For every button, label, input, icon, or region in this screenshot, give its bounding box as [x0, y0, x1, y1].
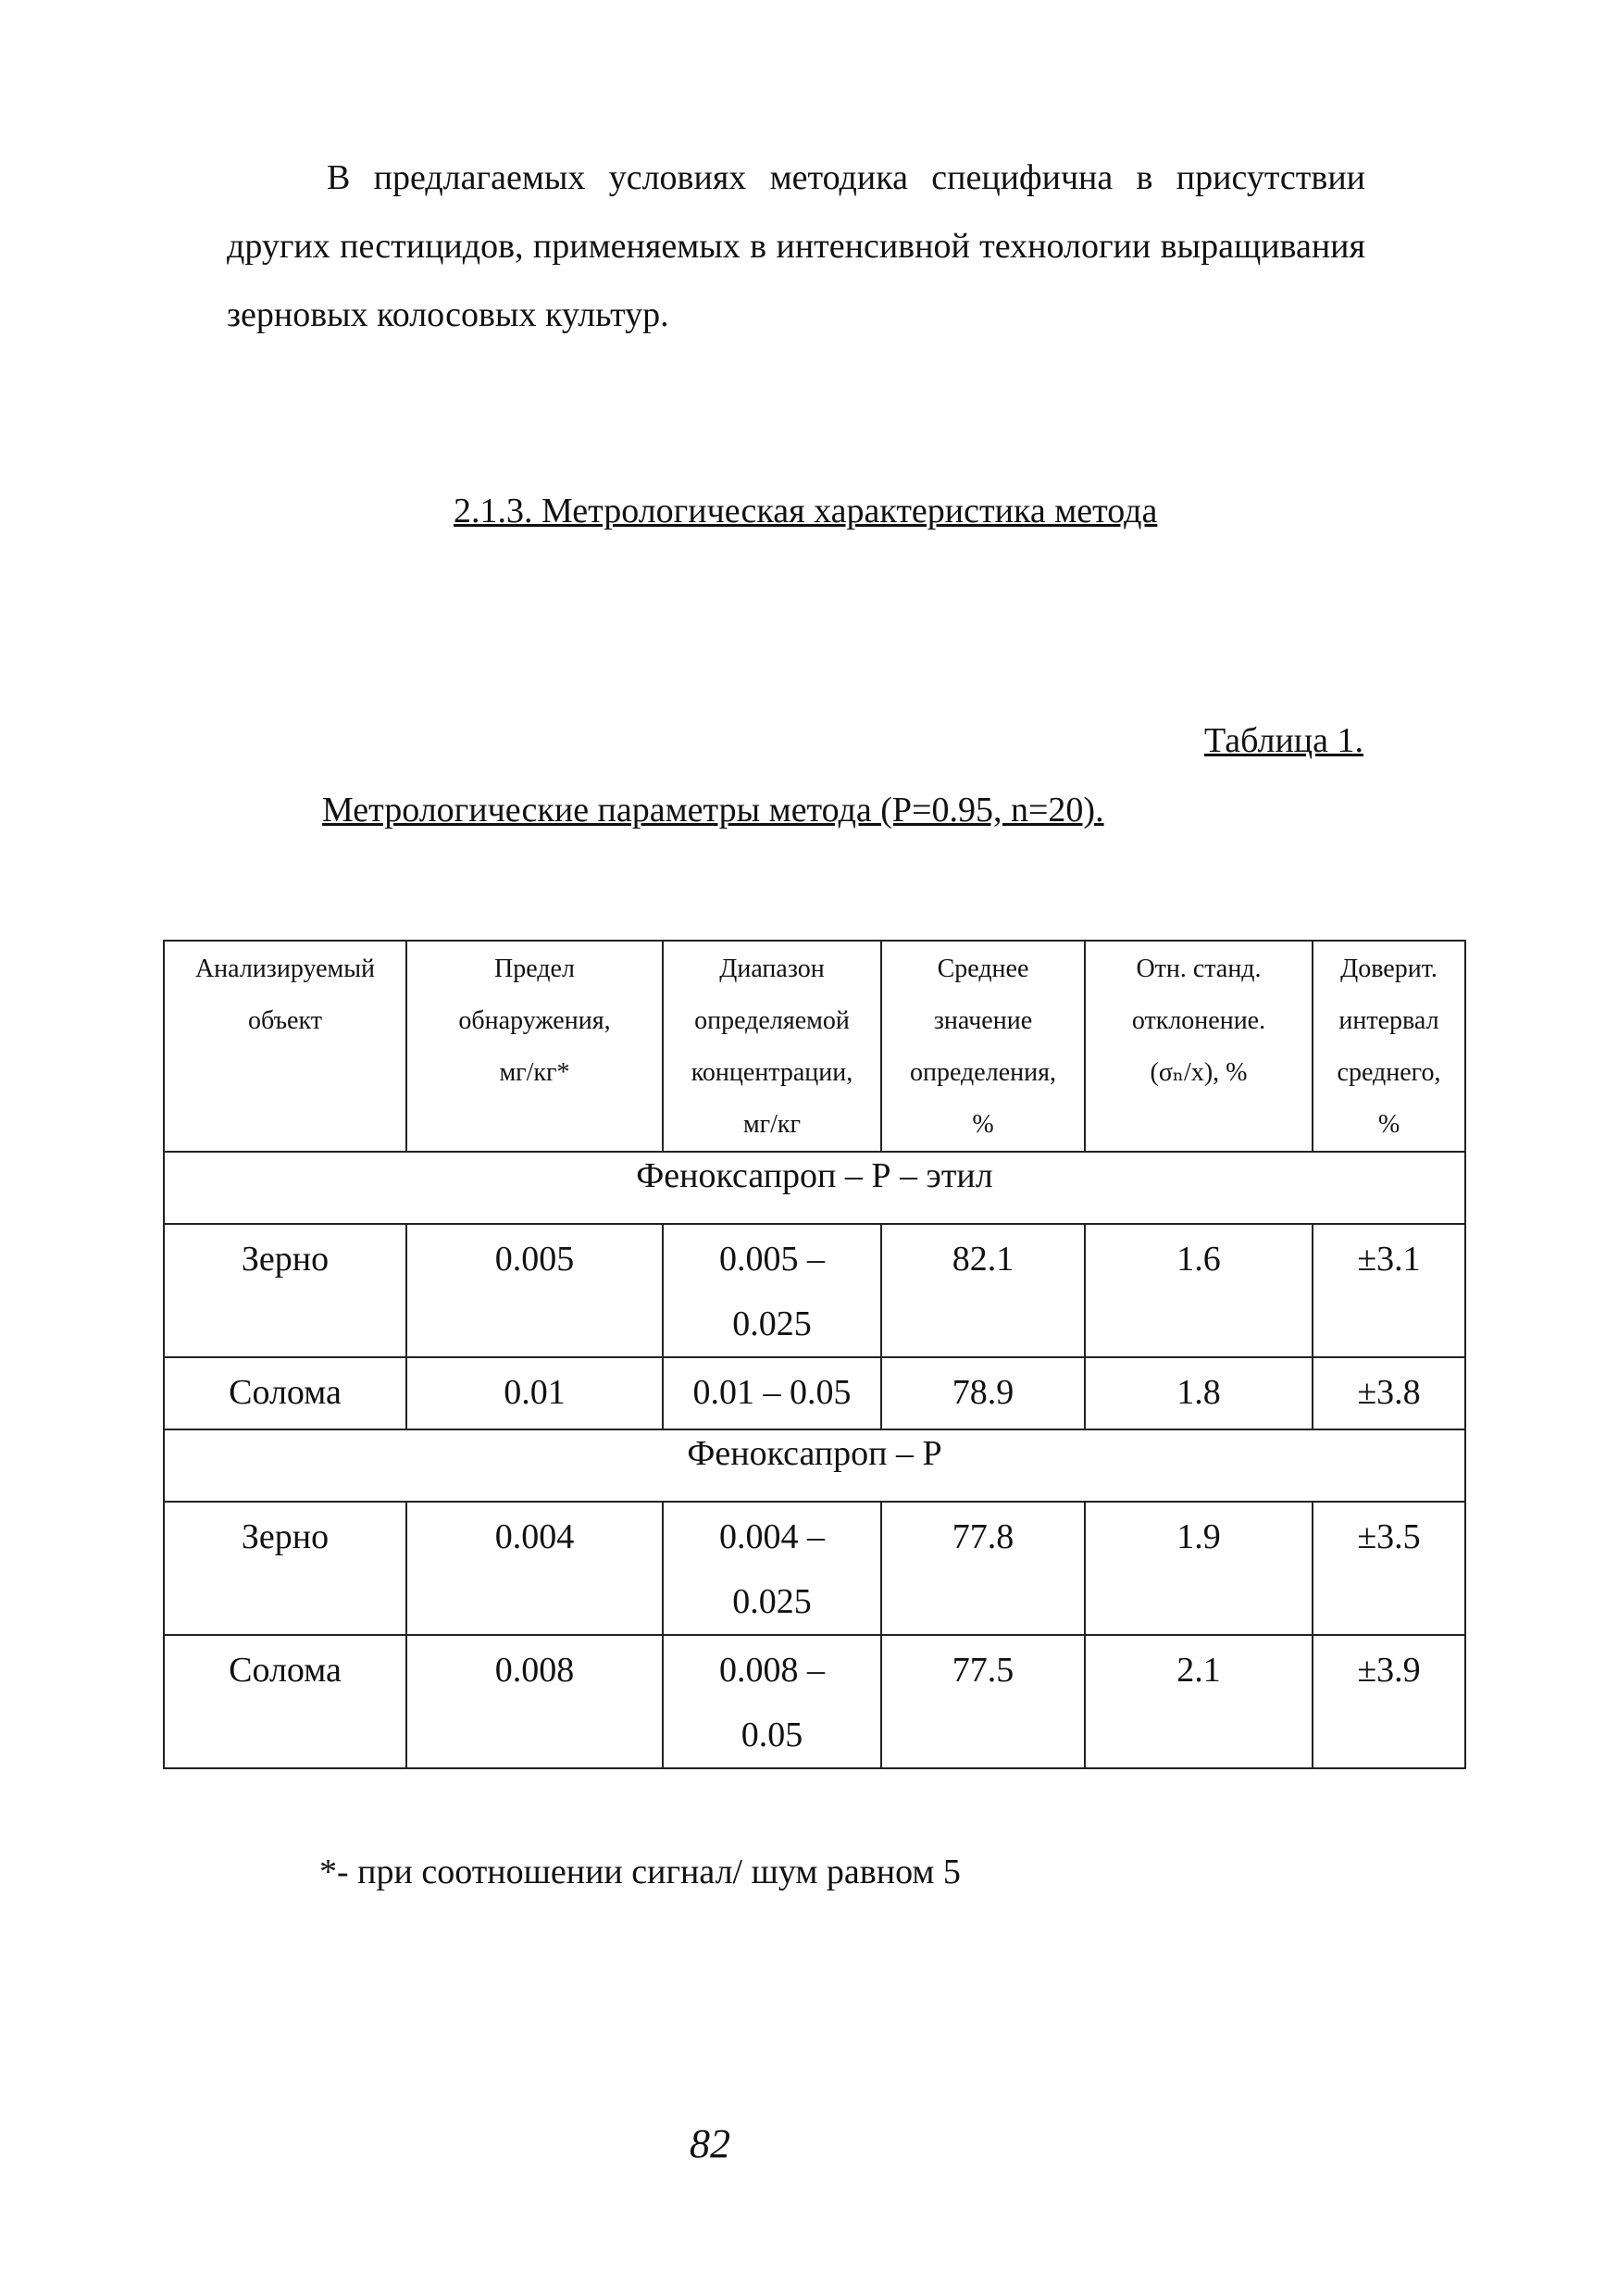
header-mean-value: Среднее значение определения, % — [881, 941, 1085, 1152]
cell-mean-value: 77.5 — [881, 1635, 1085, 1768]
group-header-row — [164, 1429, 1465, 1502]
group-name: Феноксапроп – Р — [164, 1429, 1465, 1502]
metrology-table — [163, 940, 1466, 1769]
cell-detection-limit: 0.005 — [406, 1224, 663, 1357]
cell-confidence-interval: ±3.1 — [1313, 1224, 1465, 1357]
cell-relative-std-deviation: 1.8 — [1085, 1357, 1313, 1429]
table-row — [164, 1502, 1465, 1635]
cell-detection-limit: 0.01 — [406, 1357, 663, 1429]
cell-confidence-interval: ±3.9 — [1313, 1635, 1465, 1768]
cell-object: Солома — [164, 1635, 406, 1768]
group-header-row — [164, 1152, 1465, 1224]
header-relative-std-deviation: Отн. станд. отклонение. (σₙ/x), % — [1085, 941, 1313, 1152]
intro-paragraph: В предлагаемых условиях методика специфична в присутствии других пестицидов, применяемых в интенсивной технологии выращивания зерновых колосовых культур. — [227, 158, 1365, 334]
footnote: *- при соотношении сигнал/ шум равном 5 — [319, 1853, 961, 1891]
table-row — [164, 1357, 1465, 1429]
cell-relative-std-deviation: 1.9 — [1085, 1502, 1313, 1635]
header-object: Анализируемый объект — [164, 941, 406, 1152]
cell-concentration-range: 0.005 – 0.025 — [663, 1224, 881, 1357]
header-concentration-range: Диапазон определяемой концентрации, мг/кг — [663, 941, 881, 1152]
group-name: Феноксапроп – Р – этил — [164, 1152, 1465, 1224]
header-confidence-interval: Доверит. интервал среднего, % — [1313, 941, 1465, 1152]
page-number: 82 — [690, 2121, 730, 2166]
cell-mean-value: 77.8 — [881, 1502, 1085, 1635]
table-header-row — [164, 941, 1465, 1152]
cell-mean-value: 78.9 — [881, 1357, 1085, 1429]
table-label: Таблица 1. — [1203, 721, 1363, 760]
cell-concentration-range: 0.008 – 0.05 — [663, 1635, 881, 1768]
cell-object: Зерно — [164, 1224, 406, 1357]
table-row — [164, 1224, 1465, 1357]
table-caption: Метрологические параметры метода (Р=0.95, n=20). — [322, 791, 1104, 830]
cell-object: Солома — [164, 1357, 406, 1429]
cell-relative-std-deviation: 2.1 — [1085, 1635, 1313, 1768]
header-detection-limit: Предел обнаружения, мг/кг* — [406, 941, 663, 1152]
cell-mean-value: 82.1 — [881, 1224, 1085, 1357]
cell-detection-limit: 0.008 — [406, 1635, 663, 1768]
cell-concentration-range: 0.004 – 0.025 — [663, 1502, 881, 1635]
cell-detection-limit: 0.004 — [406, 1502, 663, 1635]
table-row — [164, 1635, 1465, 1768]
cell-relative-std-deviation: 1.6 — [1085, 1224, 1313, 1357]
section-title: 2.1.3. Метрологическая характеристика метода — [454, 492, 1158, 530]
cell-confidence-interval: ±3.5 — [1313, 1502, 1465, 1635]
cell-concentration-range: 0.01 – 0.05 — [663, 1357, 881, 1429]
cell-object: Зерно — [164, 1502, 406, 1635]
cell-confidence-interval: ±3.8 — [1313, 1357, 1465, 1429]
